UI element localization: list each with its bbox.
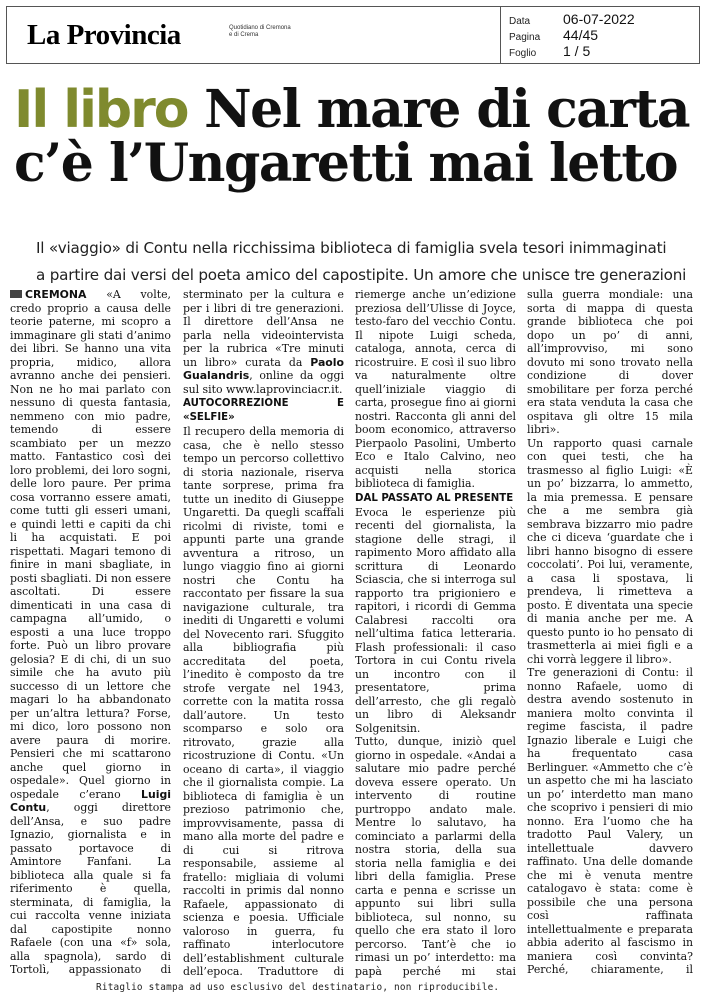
clipping-meta: [509, 11, 697, 59]
meta-page-label: Pagina: [509, 32, 541, 43]
section-heading: DAL PASSATO AL PRESENTE: [355, 492, 514, 504]
subheadline-line-1: Il «viaggio» di Contu nella ricchissima biblioteca di famiglia svela tesori inimmaginati: [36, 239, 667, 257]
masthead-tagline-1: Quotidiano di Cremona: [229, 25, 291, 31]
article-paragraph: Il recupero della memoria di casa, che è nello stesso tempo un percorso collettivo di storia nazionale, riserva tante sorprese, prima fra tutte un inedito di Giuseppe Ungaretti. Da quegli scaffali ricolmi di riviste, tomi e appunti parte una grande avventura a ritroso, un lungo viaggio fino ai giorni nostri che Contu ha raccontato per fissare la sua navigazione culturale, tra inediti di Ungaretti e volumi del Novecento rari. Sfuggito alla bibliografia più accreditata del poeta, l’inedito è composto da tre strofe vergate nel 1943, corrette con la matita rossa dall’autore. Un testo scomparso e solo ora ritrovato, grazie alla ricostruzione di Contu. «Un oceano di carta», il viaggio che il giornalista compie. La biblioteca di famiglia è un prezioso patrimonio che, improvvisamente, passa di mano alla morte del padre e di cui si ritrova responsabile, assieme al fratello: migliaia di volumi raccolti in primis dal nonno Rafaele, appassionato di scienza e poesia. Ufficiale valoroso in guerra, fu raffinato interlocutore dell’establishment culturale dell’epoca. Traduttore di: [183, 425, 344, 978]
section-heading: AUTOCORREZIONE E «SELFIE»: [183, 398, 344, 423]
person-name: Paolo Gualandris: [183, 355, 344, 382]
article-paragraph: Evoca le esperienze più recenti del giornalista, la stagione delle stragi, il rapimento Moro affidato alla scrittura di Leonardo Sciascia, che si interroga sul rapporto tra prigioniero e rapitori, i ricordi di Gemma Calabresi raccolti ora nell’ultima fatica letteraria. Flash professionali: il caso Tortora in cui Contu rivela un incontro con il presentatore, prima dell’arresto, che gli regalò un libro di Aleksandr Solgenitsin.: [355, 505, 516, 735]
article-text: «A volte, credo proprio a causa delle teorie paterne, mi scopro a immaginare gli stati d’animo dei libri. Se hanno una vita propria, midico, allora avranno anche dei pensieri. Non ne ho mai parlato con nessuno di questa fantasia, nemmeno con mio padre, temendo di essere scambiato per un mezzo matto. Fantastico così dei loro problemi, dei loro sogni, delle loro paure. Per prima cosa vorranno essere amati, come tutti gli esseri umani, e quindi letti e capiti da chi li ha acquistati. E poi rispettati. Magari temono di finire in mani sbagliate, in posti sbagliati. Di non essere ascoltati. Di essere dimenticati in una casa di campagna all’umido, o esposti a una luce troppo forte. Può un libro provare gelosia? E di chi, di un suo simile che ha avuto più successo di un lettore che magari lo ha abbandonato per un’altra lettura? Forse, mi dico, loro possono non avere paura di morire. Pensieri che mi scattarono anche quel giorno in ospedale». Quel giorno in ospedale c’erano: [10, 288, 171, 801]
meta-sheet: [509, 43, 697, 59]
article-text: sterminato per la cultura e per i libri di tre generazioni. Il direttore dell’Ansa ne parla nella videointervista per la rubrica «Tre minuti un libro» curata da: [183, 288, 344, 369]
article-column-3: [355, 288, 516, 978]
article-paragraph: Tutto, dunque, iniziò quel giorno in ospedale. «Andai a salutare mio padre perché doveva essere operato. Un intervento di routine purtroppo andato male. Mentre lo salutavo, ha cominciato a parlarmi della nostra storia, della sua storia nella famiglia e dei libri della famiglia. Prese carta e penna e scrisse un appunto sui libri sulla biblioteca, sul nonno, su quello che era stato il loro percorso. Tant’è che io rimasi un po’ interdetto: ma papà perché mi stai: [355, 735, 516, 978]
meta-page-value: 44/45: [563, 27, 599, 43]
dateline-place: CREMONA: [25, 288, 87, 301]
article-paragraph: Tre generazioni di Contu: il nonno Rafaele, uomo di destra avendo sostenuto in maniera molto convinta il regime fascista, il padre Ignazio liberale e Luigi che ha frequentato casa Berlinguer. «Ammetto che c’è un aspetto che mi ha lasciato un po’ interdetto man mano che scoprivo i pensieri di mio nonno. Era l’uomo che ha tradotto Paul Valery, un intellettuale davvero raffinato. Una delle domande che mi è venuta mentre catalogavo è stata: come è possibile che una persona così raffinata intellettualmente e preparata abbia aderito al fascismo in maniera così convinta? Perché, chiaramente, il: [527, 666, 693, 976]
meta-date-value: 06-07-2022: [563, 11, 635, 27]
headline: [14, 79, 704, 194]
article-text: , online da oggi sul sito www.laprovinciacr.it.: [183, 369, 344, 396]
article-paragraph: Un rapporto quasi carnale con quei testi, che ha trasmesso al figlio Luigi: «È un po’ bizzarra, lo ammetto, la mia premessa. E pensare che a me sembra già sembrava bizzarro mio padre che ci diceva ‘guardate che i libri hanno bisogno di essere coccolati’. Poi lui, veramente, a casa li spostava, li prendeva, li rimetteva a posto. È diventata una specie di mania anche per me. A questo punto io ho pensato di trasmetterla ai miei figli e a chi vorrà leggere il libro».: [527, 436, 693, 666]
meta-date-label: Data: [509, 16, 531, 27]
headline-line-2: c’è l’Ungaretti mai letto: [14, 133, 678, 194]
masthead-tagline: [229, 25, 291, 39]
article-column-4: [527, 288, 693, 978]
article-column-2: [183, 288, 344, 978]
article-text: , oggi direttore dell’Ansa, e suo padre Ignazio, giornalista e in passato portavoce di Amintore Fanfani. La biblioteca alla quale si fa riferimento è quella, sterminata, di famiglia, la cui raccolta venne iniziata dal capostipite nonno Rafaele (con una «f» sola, alla spagnola), sardo di Tortolì, appassionato di: [10, 801, 171, 976]
masthead-box: [7, 7, 501, 63]
article-paragraph: sulla guerra mondiale: una sorta di mappa di questa grande biblioteca che poi dopo un po’ di anni, all’improvviso, mi sono dovuto mi sono trovato nella condizione di dover smobilitare per forza perché era stata venduta la casa che ospitava gli oltre 15 mila libri».: [527, 288, 693, 436]
page-header: [6, 6, 700, 64]
article-paragraph: [10, 288, 171, 978]
meta-date: [509, 11, 697, 27]
clipping-footer: Ritaglio stampa ad uso esclusivo del destinatario, non riproducibile.: [96, 982, 500, 993]
meta-sheet-label: Foglio: [509, 48, 537, 59]
meta-sheet-value: 1 / 5: [563, 43, 591, 59]
subheadline: [36, 235, 700, 289]
article-paragraph: [183, 288, 344, 396]
article-paragraph: riemerge anche un’edizione preziosa dell’Ulisse di Joyce, testo-faro del vecchio Contu. Il nipote Luigi scheda, cataloga, annota, cerca di ricostruire. E così il suo libro va naturalmente oltre quell’iniziale viaggio di carta, prosegue fino ai giorni nostri. Racconta gli anni del boom economico, attraverso Pierpaolo Pasolini, Umberto Eco e Italo Calvino, neo acquisti nella storica biblioteca di famiglia.: [355, 288, 516, 490]
article-column-1: [10, 288, 171, 978]
meta-page: [509, 27, 697, 43]
headline-line-1: Nel mare di carta: [204, 79, 690, 140]
article-body: [10, 288, 696, 978]
person-name: Luigi Contu: [10, 787, 171, 814]
masthead-tagline-2: e di Crema: [229, 32, 259, 38]
headline-kicker: Il libro: [14, 80, 188, 140]
subheadline-line-2: a partire dai versi del poeta amico del capostipite. Un amore che unisce tre generazioni: [36, 266, 687, 284]
masthead-logo: La Provincia: [27, 19, 181, 51]
dateline-marker-icon: [10, 290, 22, 298]
